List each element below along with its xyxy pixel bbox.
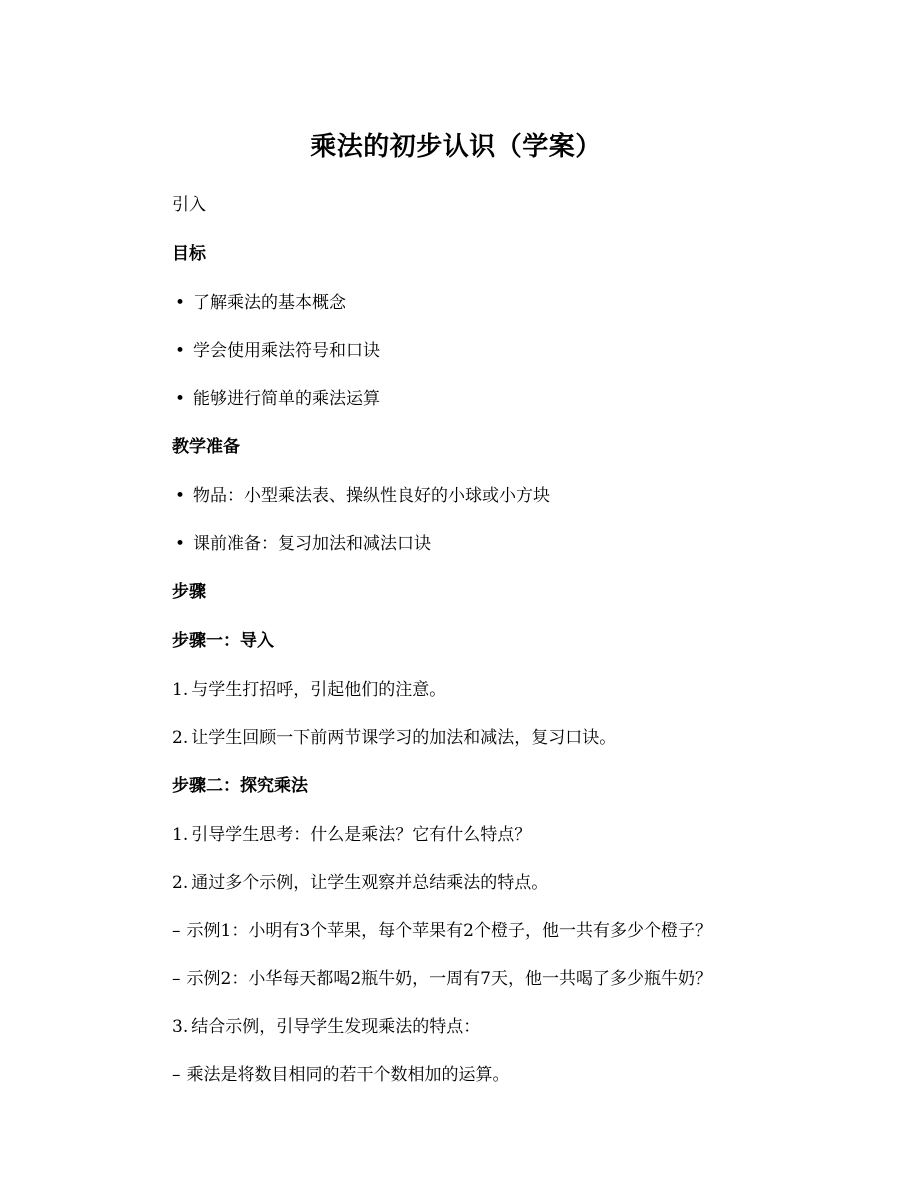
list-item-label: 课前准备：复习加法和减法口诀 [193, 534, 431, 554]
list-marker: – [172, 1065, 181, 1085]
list-item-label: 示例1：小明有3个苹果，每个苹果有2个橙子，他一共有多少个橙子？ [186, 921, 712, 941]
list-marker: – [172, 969, 181, 989]
list-item-label: 与学生打招呼，引起他们的注意。 [191, 680, 447, 700]
objectives-heading: 目标 [172, 244, 206, 264]
step-two-heading: 步骤二：探究乘法 [172, 776, 308, 796]
bullet-icon: • [175, 293, 186, 313]
list-marker: 2. [172, 873, 189, 893]
bullet-icon: • [175, 341, 186, 361]
list-item-label: 学会使用乘法符号和口诀 [193, 341, 380, 361]
list-item-label: 让学生回顾一下前两节课学习的加法和减法，复习口诀。 [191, 728, 617, 748]
list-item [172, 388, 740, 410]
intro-label: 引入 [172, 195, 206, 215]
list-marker: 1. [172, 825, 189, 845]
list-item [172, 872, 740, 894]
list-item-label: 结合示例，引导学生发现乘法的特点： [191, 1017, 481, 1037]
bullet-icon: • [175, 534, 186, 554]
list-item [172, 679, 740, 701]
list-item-label: 通过多个示例，让学生观察并总结乘法的特点。 [191, 873, 549, 893]
bullet-icon: • [175, 389, 186, 409]
list-item-label: 乘法是将数目相同的若干个数相加的运算。 [186, 1065, 510, 1085]
list-item [172, 824, 740, 846]
bullet-icon: • [175, 486, 186, 506]
list-item-label: 能够进行简单的乘法运算 [193, 389, 380, 409]
list-item [172, 1016, 740, 1038]
list-marker: 1. [172, 680, 189, 700]
list-item [172, 485, 740, 507]
list-item [172, 340, 740, 362]
list-item [172, 1064, 740, 1086]
list-item [172, 968, 740, 990]
list-marker: 3. [172, 1017, 189, 1037]
list-item-label: 示例2：小华每天都喝2瓶牛奶，一周有7天，他一共喝了多少瓶牛奶？ [186, 969, 712, 989]
list-item [172, 533, 740, 555]
list-item-label: 了解乘法的基本概念 [193, 293, 346, 313]
list-marker: 2. [172, 728, 189, 748]
step-one-heading: 步骤一：导入 [172, 631, 274, 651]
list-item-label: 引导学生思考：什么是乘法？它有什么特点？ [191, 825, 532, 845]
list-item-label: 物品：小型乘法表、操纵性良好的小球或小方块 [193, 486, 550, 506]
steps-heading: 步骤 [172, 582, 206, 602]
page-title: 乘法的初步认识（学案） [310, 132, 602, 162]
preparation-heading: 教学准备 [172, 437, 240, 457]
list-marker: – [172, 921, 181, 941]
list-item [172, 920, 740, 942]
list-item [172, 727, 740, 749]
list-item [172, 292, 740, 314]
